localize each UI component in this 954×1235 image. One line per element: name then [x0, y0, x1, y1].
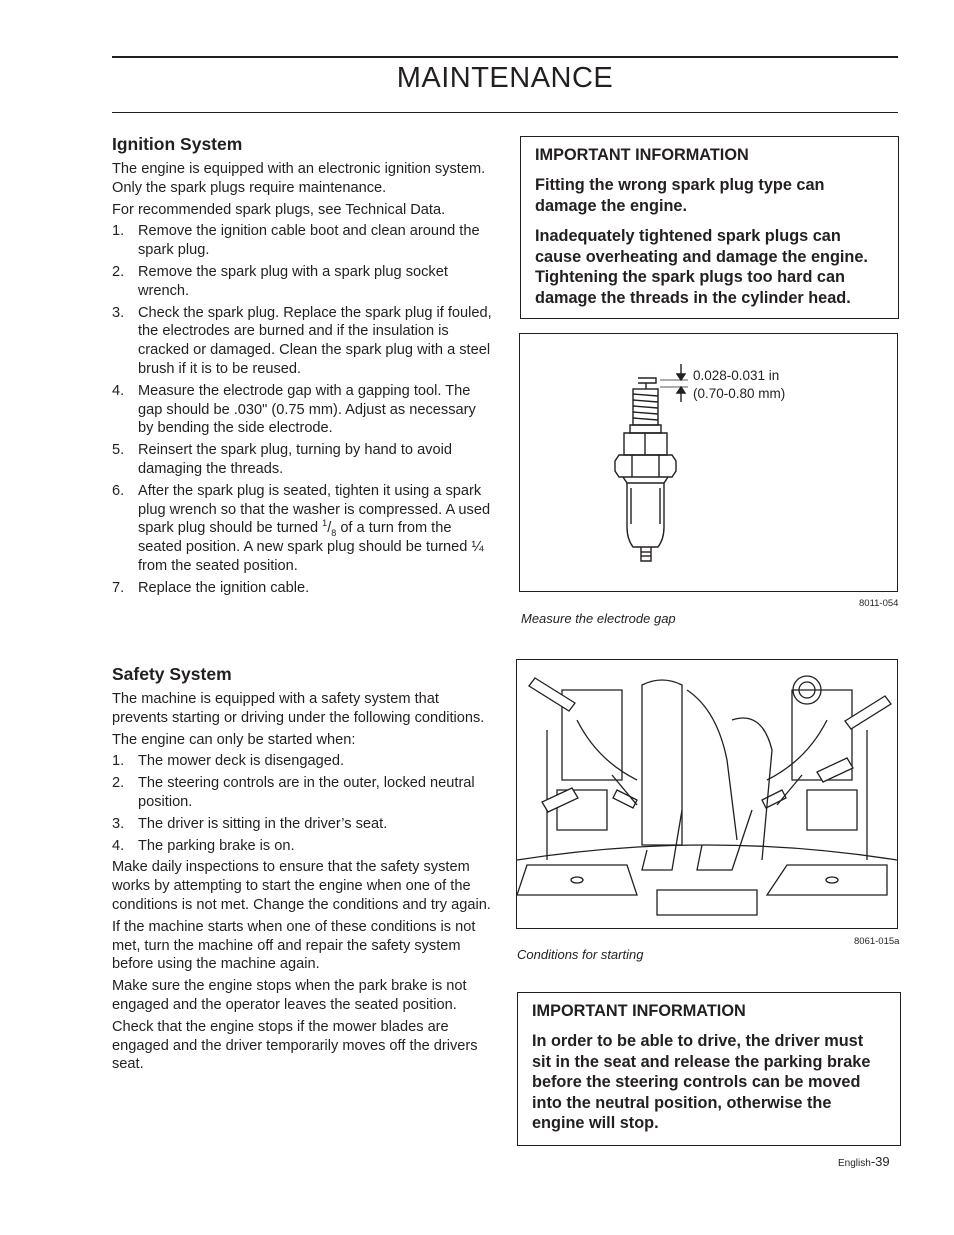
important-info-box-1 [520, 136, 899, 319]
ignition-section [112, 134, 492, 601]
step-text: Check the spark plug. Replace the spark plug if fouled, the electrodes are burned and if the insulation is cracked or damaged. Clean the spark plug with a steel brush if it is to be reused. [138, 304, 492, 377]
fraction-one-eighth: $^1/_8$ [322, 518, 337, 539]
header-bottom-rule [112, 112, 898, 113]
figure-caption: Measure the electrode gap [521, 611, 676, 626]
ignition-step [112, 222, 492, 260]
page-title: MAINTENANCE [396, 62, 614, 94]
step-text: Remove the spark plug with a spark plug socket wrench. [138, 263, 448, 299]
safety-heading: Safety System [112, 664, 232, 684]
step-text: of a turn from the seated position. A new spark plug should be turned ¼ from the seated position. [138, 520, 484, 574]
safety-condition [112, 837, 492, 856]
ignition-step [112, 382, 492, 438]
spark-plug-figure [519, 333, 898, 592]
important-info-text: In order to be able to drive, the driver must sit in the seat and release the parking brake before the steering controls can be moved into the neutral position, otherwise the engine will stop. [532, 1032, 871, 1133]
safety-conditions [112, 752, 492, 855]
ignition-intro-1: The engine is equipped with an electronic ignition system. Only the spark plugs require maintenance. [112, 161, 486, 196]
important-info-text: Inadequately tightened spark plugs can cause overheating and damage the engine. Tightening the spark plugs too hard can damage the threads in the cylinder head. [535, 227, 868, 307]
safety-paragraph: Make daily inspections to ensure that the safety system works by attempting to start the engine when one of the conditions is not met. Change the conditions and try again. [112, 859, 491, 913]
spark-plug-illustration [520, 334, 897, 591]
important-info-title: IMPORTANT INFORMATION [532, 1002, 746, 1020]
step-text: After the spark plug is seated, tighten it using a spark plug wrench so that the washer is compressed. A used spark plug should be turned [138, 482, 491, 537]
step-number: 1. [112, 223, 125, 240]
page-number: English-39 [838, 1154, 890, 1169]
ignition-steps [112, 222, 492, 597]
safety-intro-1: The machine is equipped with a safety system that prevents starting or driving under the following conditions. [112, 691, 485, 726]
ignition-step [112, 304, 492, 379]
step-text: Replace the ignition cable. [138, 579, 310, 596]
step-number: 4. [112, 382, 125, 399]
step-text: The driver is sitting in the driver’s seat. [138, 815, 388, 832]
ignition-intro-2: For recommended spark plugs, see Technical Data. [112, 201, 446, 218]
safety-intro-2: The engine can only be started when: [112, 731, 356, 748]
important-info-box-2 [517, 992, 901, 1146]
safety-condition [112, 774, 492, 812]
safety-section [112, 664, 492, 1077]
safety-paragraph: Make sure the engine stops when the park brake is not engaged and the operator leaves the seated position. [112, 978, 467, 1013]
important-info-text: Fitting the wrong spark plug type can damage the engine. [535, 176, 825, 215]
ignition-step [112, 579, 492, 598]
gap-mm-label: (0.70-0.80 mm) [693, 386, 786, 401]
step-text: The parking brake is on. [138, 837, 295, 854]
mower-illustration [517, 660, 897, 928]
safety-condition [112, 752, 492, 771]
step-number: 3. [112, 815, 125, 832]
step-text: Reinsert the spark plug, turning by hand to avoid damaging the threads. [138, 442, 452, 477]
starting-conditions-figure [516, 659, 898, 929]
step-number: 2. [112, 263, 125, 280]
figure-code: 8061-015a [854, 936, 900, 947]
step-number: 3. [112, 304, 125, 321]
step-text: Measure the electrode gap with a gapping tool. The gap should be .030" (0.75 mm). Adjust as necessary by bending the side electrode. [138, 382, 476, 437]
step-text: Remove the ignition cable boot and clean around the spark plug. [138, 223, 480, 259]
step-number: 7. [112, 579, 125, 596]
ignition-heading: Ignition System [112, 134, 243, 154]
step-number: 2. [112, 775, 125, 792]
figure-code: 8011-054 [859, 598, 899, 609]
ignition-step [112, 482, 492, 576]
ignition-step [112, 263, 492, 301]
safety-condition [112, 815, 492, 834]
step-number: 6. [112, 482, 125, 499]
step-number: 5. [112, 442, 125, 459]
step-number: 4. [112, 837, 125, 854]
figure-caption: Conditions for starting [517, 947, 644, 962]
step-text: The mower deck is disengaged. [138, 753, 345, 770]
gap-inch-label: 0.028-0.031 in [693, 368, 780, 383]
step-text: The steering controls are in the outer, locked neutral position. [138, 775, 475, 810]
safety-paragraph: If the machine starts when one of these conditions is not met, turn the machine off and repair the safety system before using the machine again. [112, 918, 476, 973]
ignition-step [112, 441, 492, 479]
step-number: 1. [112, 753, 125, 770]
safety-paragraph: Check that the engine stops if the mower blades are engaged and the driver temporarily moves off the drivers seat. [112, 1018, 478, 1073]
important-info-title: IMPORTANT INFORMATION [535, 146, 749, 164]
header-top-rule [112, 56, 898, 58]
